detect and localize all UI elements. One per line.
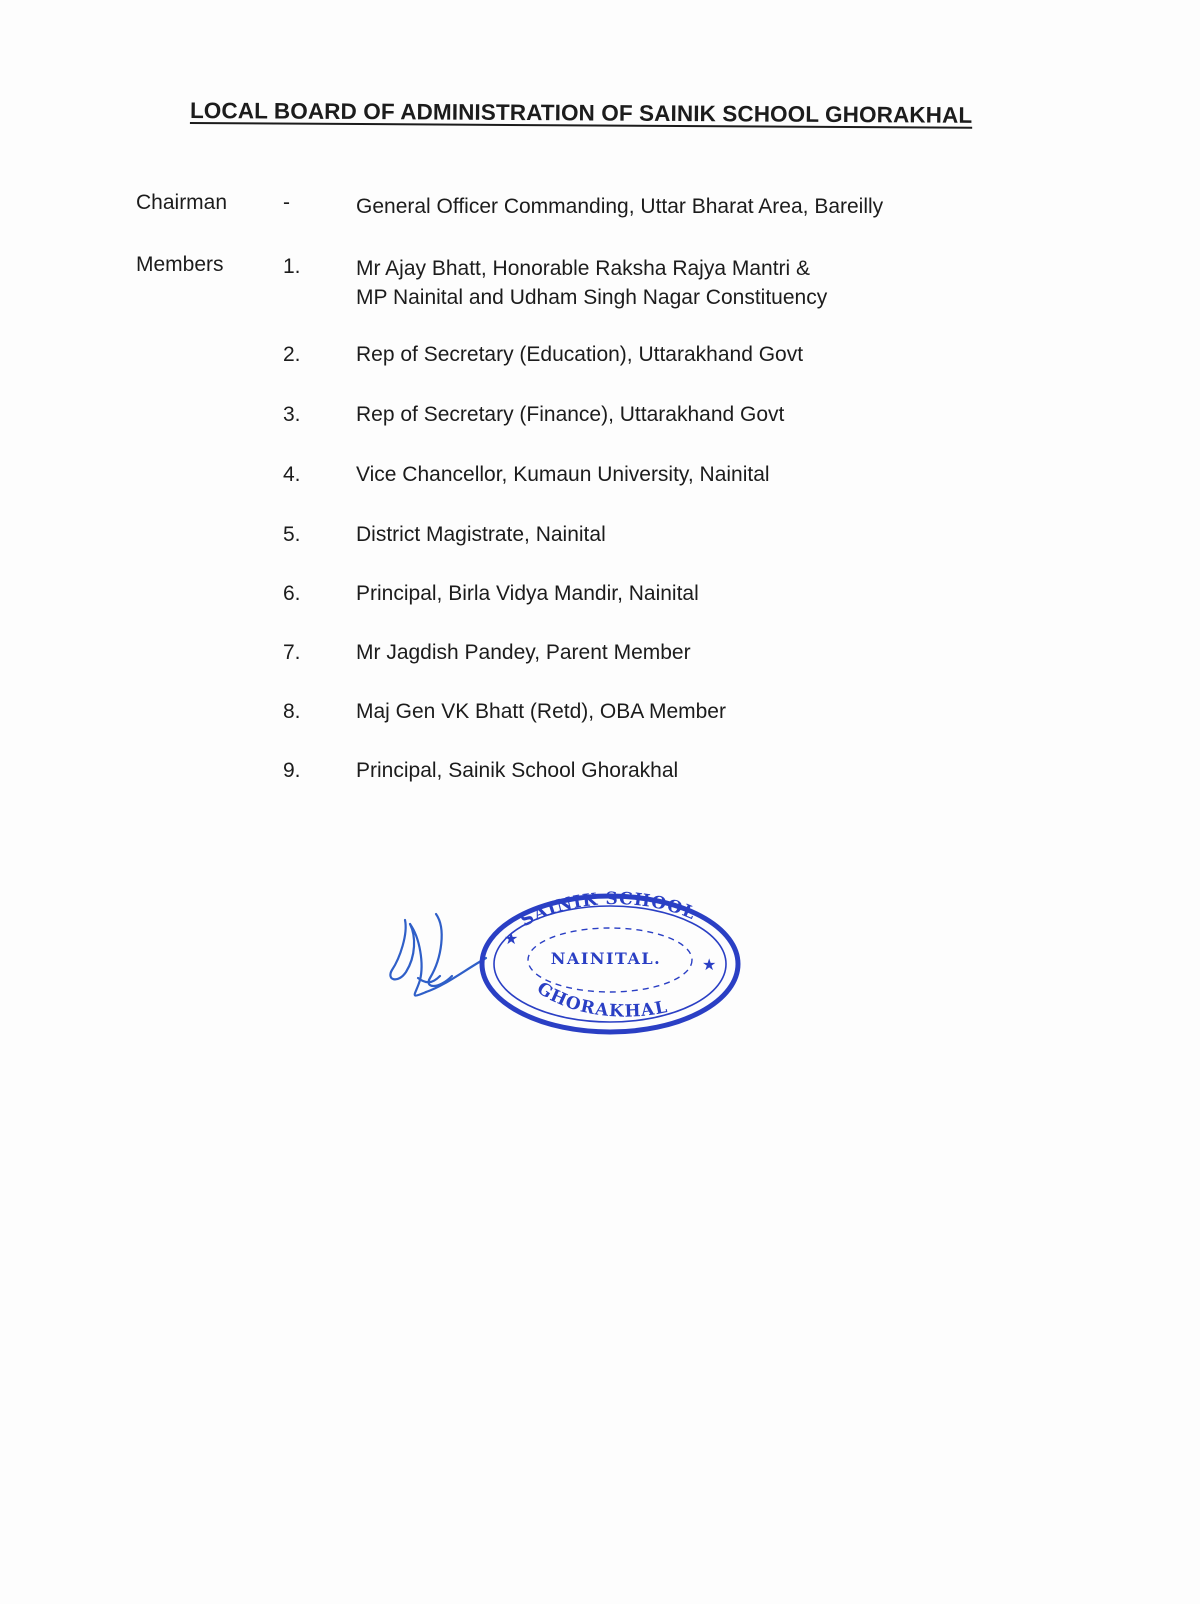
member-name: Maj Gen VK Bhatt (Retd), OBA Member	[356, 700, 726, 723]
chairman-label: Chairman	[136, 191, 228, 214]
member-name-continued: MP Nainital and Udham Singh Nagar Constituency	[356, 286, 828, 309]
member-number: 6.	[283, 582, 301, 605]
member-number: 8.	[283, 700, 301, 723]
handwritten-signature	[390, 914, 486, 996]
star-icon: ★	[504, 929, 519, 948]
member-name: Vice Chancellor, Kumaun University, Nainital	[356, 463, 770, 486]
member-name: Rep of Secretary (Finance), Uttarakhand Govt	[356, 403, 785, 426]
member-name: District Magistrate, Nainital	[356, 523, 606, 546]
document-title: LOCAL BOARD OF ADMINISTRATION OF SAINIK SCHOOL GHORAKHAL	[189, 98, 973, 128]
member-name: Mr Jagdish Pandey, Parent Member	[356, 641, 691, 664]
school-seal	[380, 868, 760, 1048]
chairman-marker: -	[283, 191, 290, 214]
star-icon: ★	[702, 955, 717, 974]
member-number: 2.	[283, 343, 301, 366]
member-name: Principal, Birla Vidya Mandir, Nainital	[356, 582, 699, 605]
stamp-bottom-text: GHORAKHAL	[533, 978, 670, 1022]
stamp-middle-text: NAINITAL.	[550, 949, 662, 968]
member-name: Rep of Secretary (Education), Uttarakhand Govt	[356, 343, 804, 366]
member-number: 4.	[283, 463, 301, 486]
member-name: Principal, Sainik School Ghorakhal	[356, 759, 679, 782]
member-number: 7.	[283, 641, 301, 664]
member-name: Mr Ajay Bhatt, Honorable Raksha Rajya Mantri &	[356, 257, 811, 280]
member-number: 3.	[283, 403, 301, 426]
member-number: 9.	[283, 759, 301, 782]
stamp-top-text: SAINIK SCHOOL	[517, 888, 699, 932]
signature-and-stamp	[380, 868, 760, 1048]
member-number: 1.	[283, 255, 301, 278]
member-number: 5.	[283, 523, 301, 546]
chairman-name: General Officer Commanding, Uttar Bharat Area, Bareilly	[356, 195, 884, 218]
members-label: Members	[136, 253, 224, 276]
